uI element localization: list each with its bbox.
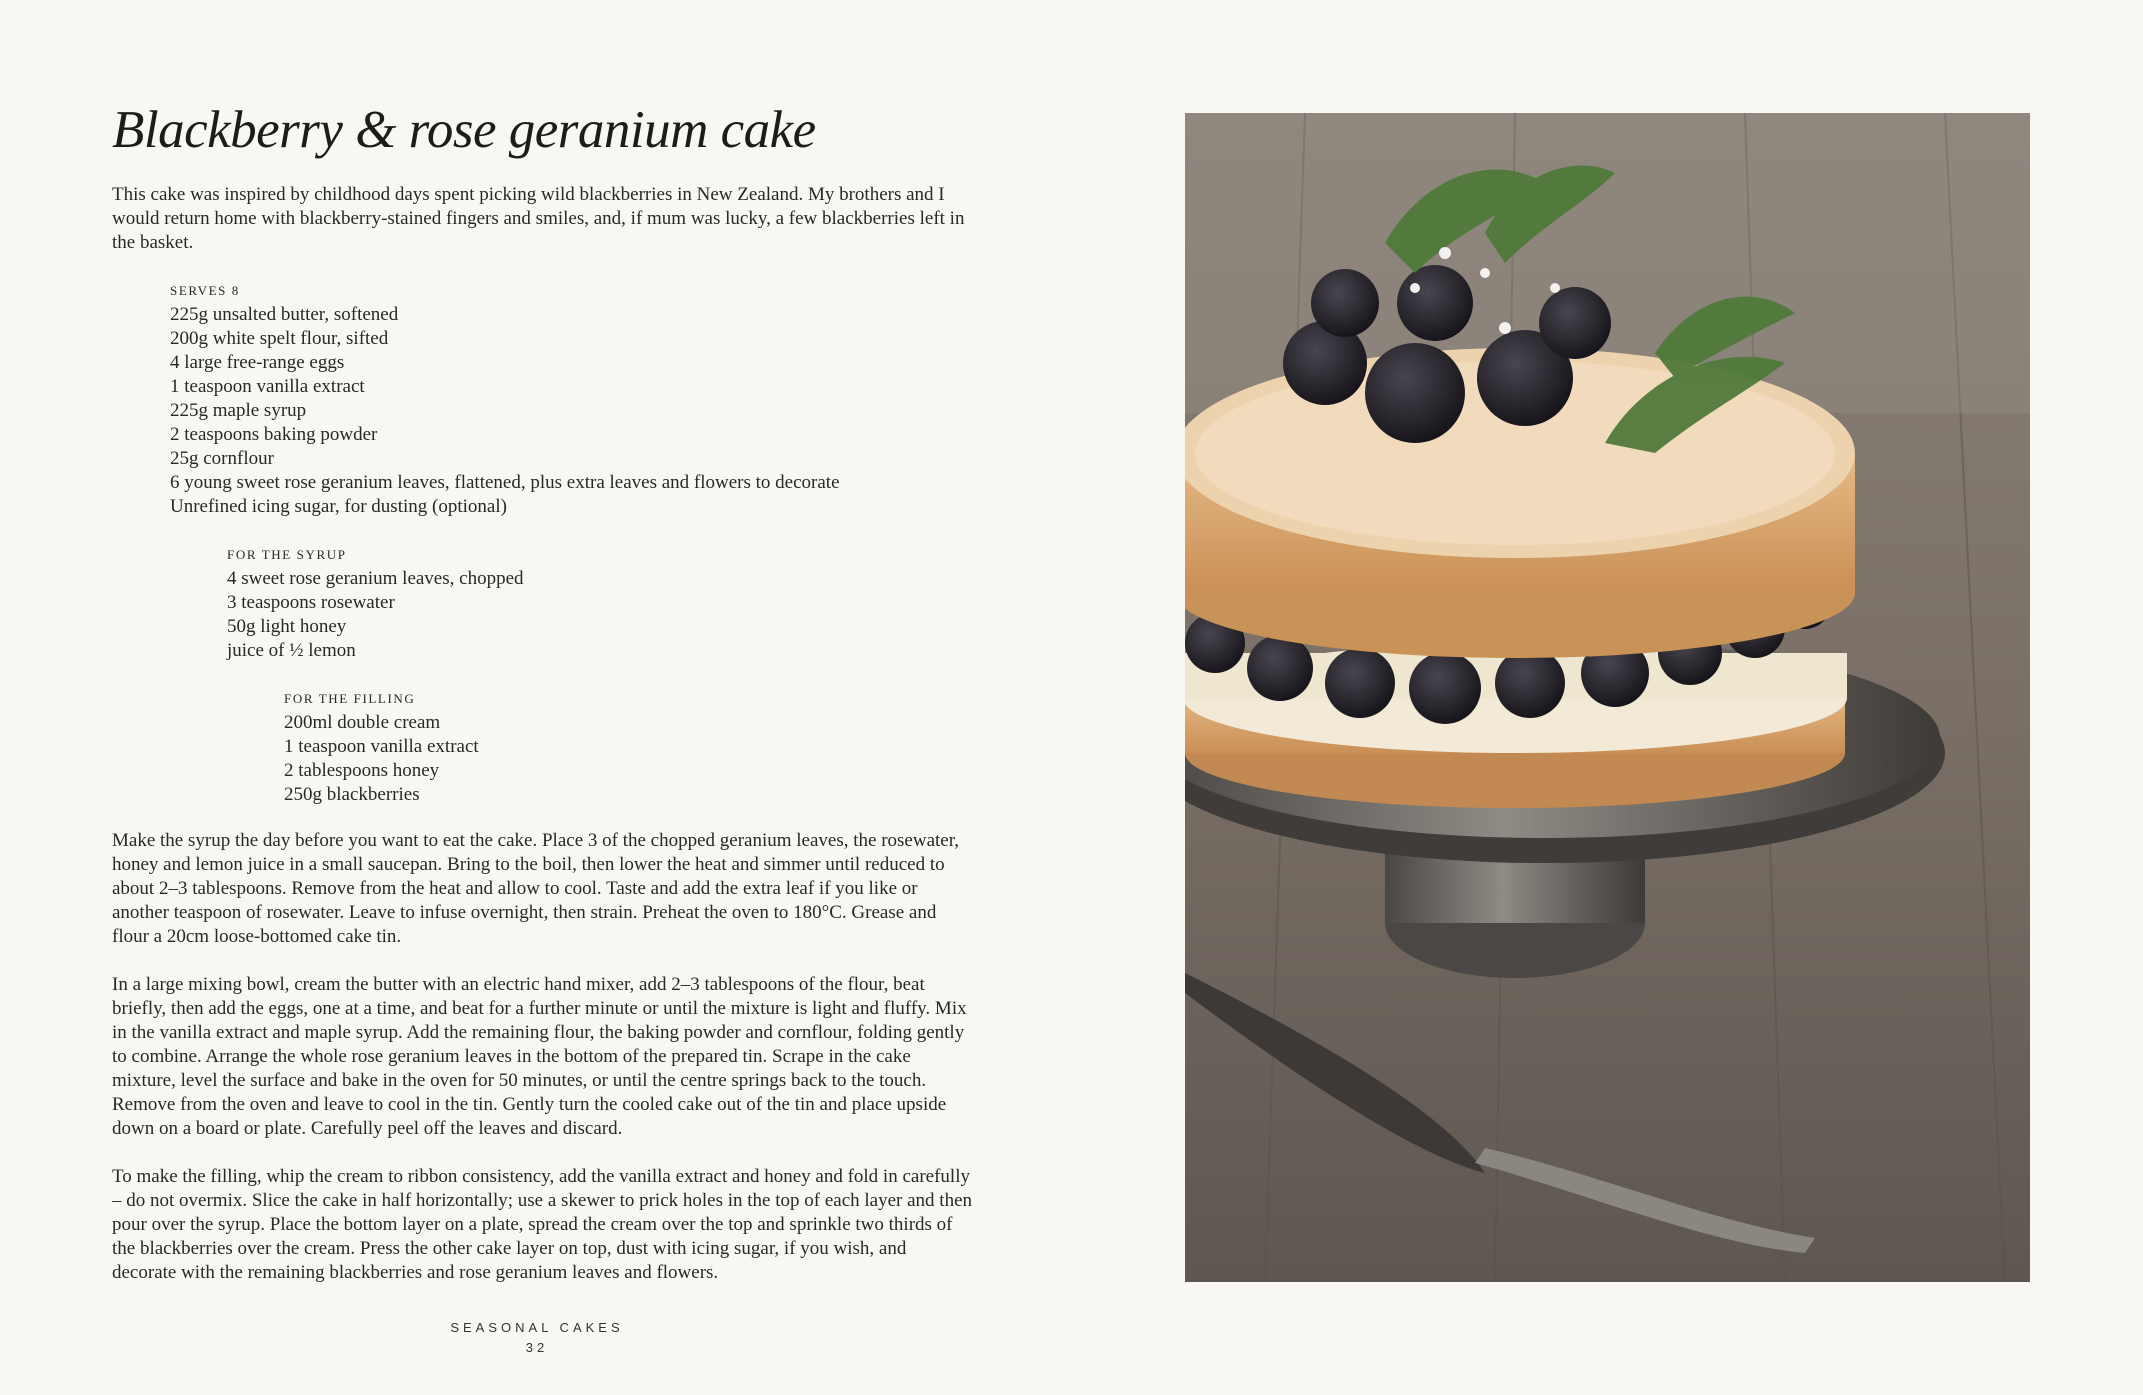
ingredient-item: 4 large free-range eggs: [170, 352, 345, 373]
ingredient-item: juice of ½ lemon: [227, 640, 356, 661]
ingredient-list-syrup: [227, 567, 524, 663]
method-paragraph: In a large mixing bowl, cream the butter with an electric hand mixer, add 2–3 tablespoons of the flour, beat briefly, then add the eggs, one at a time, and beat for a further minute or until the mixture is light and fluffy. Mix in the vanilla extract and maple syrup. Add the remaining flour, the baking powder and cornflour, folding gently to combine. Arrange the whole rose geranium leaves in the bottom of the prepared tin. Scrape in the cake mixture, level the surface and bake in the oven for 50 minutes, or until the centre springs back to the touch. Remove from the oven and leave to cool in the tin. Gently turn the cooled cake out of the tin and place upside down on a board or plate. Carefully peel off the leaves and discard.: [112, 974, 967, 1139]
method-paragraph: To make the filling, whip the cream to ribbon consistency, add the vanilla extract and honey and fold in carefully – do not overmix. Slice the cake in half horizontally; use a skewer to prick holes in the top of each layer and then pour over the syrup. Place the bottom layer on a plate, spread the cream over the top and sprinkle two thirds of the blackberries over the cream. Press the other cake layer on top, dust with icing sugar, if you wish, and decorate with the remaining blackberries and rose geranium leaves and flowers.: [112, 1166, 973, 1283]
section-name: SEASONAL CAKES: [450, 1320, 624, 1335]
serves-heading: SERVES 8: [170, 283, 240, 298]
ingredient-item: 200ml double cream: [284, 712, 441, 733]
ingredient-list-filling: [284, 711, 479, 807]
syrup-heading: FOR THE SYRUP: [227, 547, 347, 562]
ingredients-filling: [284, 689, 479, 807]
filling-heading: FOR THE FILLING: [284, 691, 416, 706]
ingredient-item: Unrefined icing sugar, for dusting (optional): [170, 496, 507, 517]
ingredient-item: 25g cornflour: [170, 448, 274, 469]
ingredient-item: 50g light honey: [227, 616, 347, 637]
ingredient-item: 2 tablespoons honey: [284, 760, 440, 781]
ingredient-item: 2 teaspoons baking powder: [170, 424, 378, 445]
recipe-intro: This cake was inspired by childhood days spent picking wild blackberries in New Zealand. My brothers and I would return home with blackberry-stained fingers and smiles, and, if mum was lucky, a few blackberries left in the basket.: [112, 184, 965, 253]
ingredient-item: 3 teaspoons rosewater: [227, 592, 395, 613]
ingredient-list-main: [170, 303, 840, 519]
ingredients-main: [170, 281, 840, 519]
ingredient-item: 6 young sweet rose geranium leaves, flattened, plus extra leaves and flowers to decorate: [170, 472, 840, 493]
ingredient-item: 225g maple syrup: [170, 400, 307, 421]
ingredient-item: 4 sweet rose geranium leaves, chopped: [227, 568, 524, 589]
page-number: 32: [525, 1340, 549, 1355]
ingredients-syrup: [227, 545, 524, 663]
recipe-title: Blackberry & rose geranium cake: [112, 101, 816, 159]
ingredient-item: 1 teaspoon vanilla extract: [170, 376, 365, 397]
ingredient-item: 225g unsalted butter, softened: [170, 304, 399, 325]
ingredient-item: 1 teaspoon vanilla extract: [284, 736, 479, 757]
ingredient-item: 200g white spelt flour, sifted: [170, 328, 389, 349]
method-paragraph: Make the syrup the day before you want to eat the cake. Place 3 of the chopped geranium leaves, the rosewater, honey and lemon juice in a small saucepan. Bring to the boil, then lower the heat and simmer until reduced to about 2–3 tablespoons. Remove from the heat and allow to cool. Taste and add the extra leaf if you like or another teaspoon of rosewater. Leave to infuse overnight, then strain. Preheat the oven to 180°C. Grease and flour a 20cm loose-bottomed cake tin.: [112, 830, 960, 947]
page-footer: [392, 1318, 682, 1358]
cake-photo: [1185, 113, 2030, 1282]
ingredient-item: 250g blackberries: [284, 784, 420, 805]
